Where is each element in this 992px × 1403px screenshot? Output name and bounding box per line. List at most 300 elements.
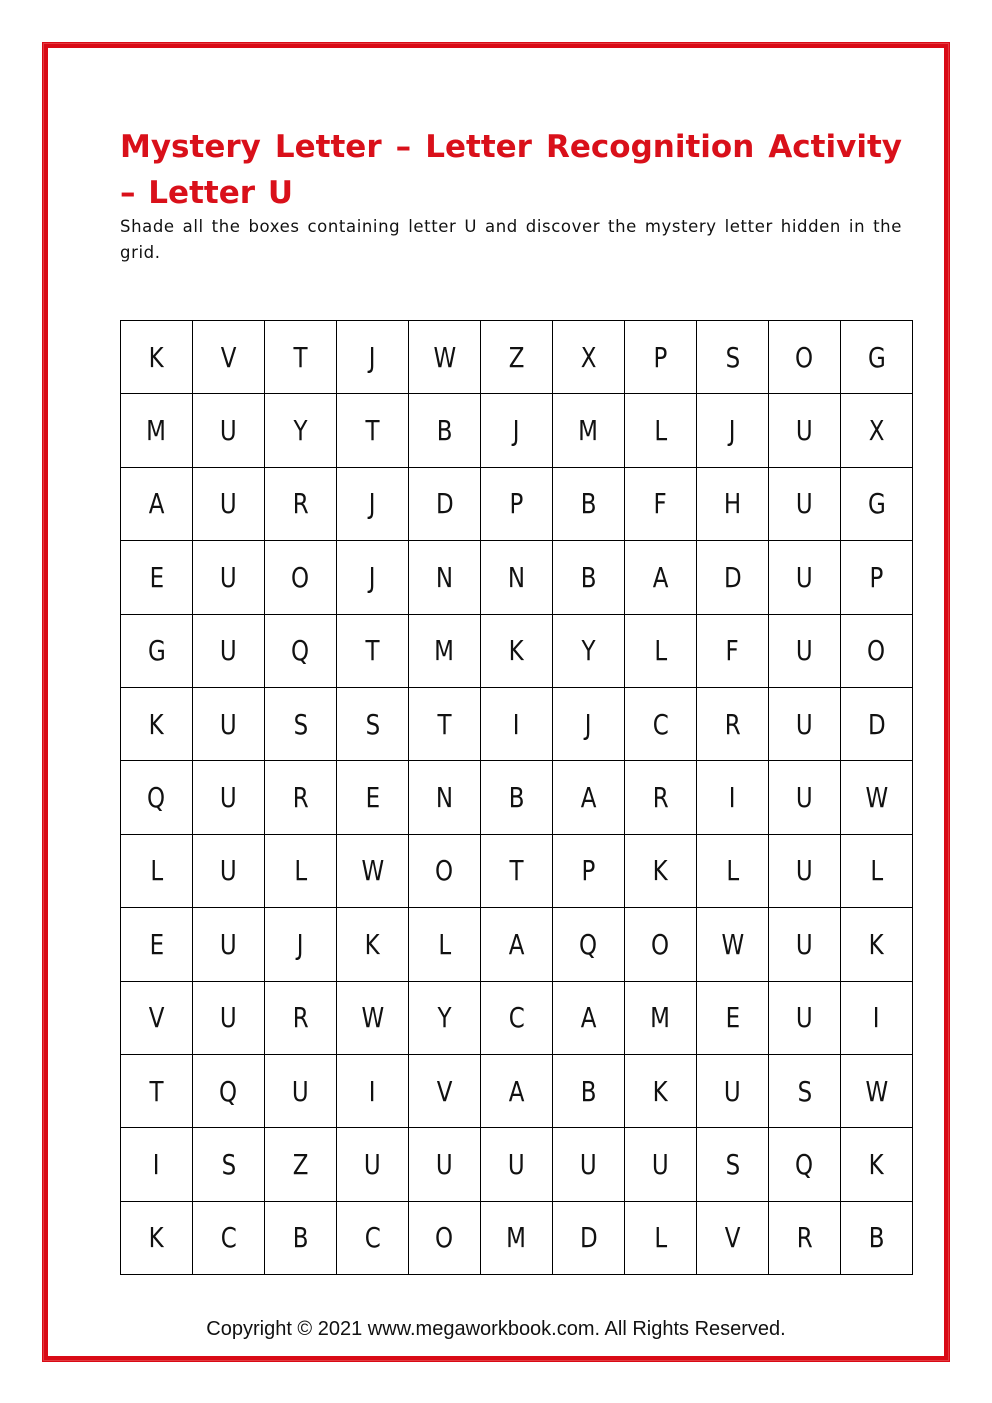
grid-cell-letter: M <box>578 414 599 448</box>
grid-row <box>121 981 913 1054</box>
grid-cell-letter: L <box>654 634 667 668</box>
grid-cell-letter: W <box>361 1001 384 1035</box>
grid-cell-letter: S <box>293 707 308 741</box>
grid-cell-letter: O <box>435 854 454 888</box>
grid-cell[interactable] <box>193 687 265 760</box>
grid-cell[interactable] <box>553 834 625 907</box>
grid-cell-letter: U <box>796 707 813 741</box>
grid-cell[interactable] <box>481 467 553 540</box>
worksheet-title: Mystery Letter – Letter Recognition Activity – Letter U <box>120 129 902 211</box>
grid-cell[interactable] <box>841 981 913 1054</box>
grid-cell[interactable] <box>841 1128 913 1201</box>
grid-cell-letter: U <box>796 560 813 594</box>
grid-cell-letter: D <box>867 707 886 741</box>
grid-cell[interactable] <box>769 834 841 907</box>
grid-cell[interactable] <box>337 1054 409 1127</box>
grid-cell-letter: A <box>580 1001 597 1035</box>
grid-cell[interactable] <box>481 541 553 614</box>
grid-cell[interactable] <box>625 1054 697 1127</box>
grid-cell-letter: F <box>653 487 668 521</box>
grid-cell-letter: B <box>436 414 453 448</box>
grid-cell[interactable] <box>697 834 769 907</box>
grid-cell[interactable] <box>121 1201 193 1274</box>
grid-cell[interactable] <box>193 467 265 540</box>
grid-cell[interactable] <box>193 394 265 467</box>
grid-row <box>121 761 913 834</box>
grid-cell-letter: U <box>220 927 237 961</box>
grid-cell-letter: C <box>652 707 669 741</box>
grid-cell-letter: N <box>435 781 454 815</box>
grid-cell-letter: C <box>220 1221 237 1255</box>
grid-cell[interactable] <box>553 908 625 981</box>
grid-cell-letter: J <box>513 414 520 448</box>
grid-cell[interactable] <box>193 981 265 1054</box>
grid-cell-letter: U <box>580 1147 597 1181</box>
grid-cell-letter: D <box>579 1221 598 1255</box>
grid-cell[interactable] <box>409 614 481 687</box>
grid-cell-letter: Y <box>581 634 596 668</box>
grid-cell[interactable] <box>121 467 193 540</box>
grid-row <box>121 1128 913 1201</box>
grid-cell-letter: K <box>652 854 669 888</box>
grid-cell-letter: R <box>724 707 741 741</box>
grid-cell-letter: Y <box>293 414 308 448</box>
grid-cell-letter: S <box>725 340 740 374</box>
grid-cell-letter: G <box>867 487 886 521</box>
grid-cell-letter: O <box>435 1221 454 1255</box>
grid-cell-letter: O <box>795 340 814 374</box>
grid-cell[interactable] <box>337 467 409 540</box>
grid-cell[interactable] <box>265 541 337 614</box>
grid-cell[interactable] <box>481 614 553 687</box>
grid-cell-letter: S <box>365 707 380 741</box>
grid-row <box>121 834 913 907</box>
grid-cell-letter: A <box>580 781 597 815</box>
grid-cell-letter: U <box>220 487 237 521</box>
grid-cell-letter: G <box>147 634 166 668</box>
grid-cell-letter: D <box>723 560 742 594</box>
grid-cell-letter: S <box>725 1147 740 1181</box>
grid-cell[interactable] <box>841 467 913 540</box>
grid-cell[interactable] <box>193 1128 265 1201</box>
grid-cell-letter: M <box>434 634 455 668</box>
grid-cell[interactable] <box>769 761 841 834</box>
grid-cell-letter: O <box>651 927 670 961</box>
grid-cell[interactable] <box>337 321 409 394</box>
grid-cell[interactable] <box>553 981 625 1054</box>
grid-cell-letter: U <box>220 854 237 888</box>
grid-cell-letter: P <box>869 560 884 594</box>
grid-cell[interactable] <box>769 1201 841 1274</box>
grid-cell[interactable] <box>337 834 409 907</box>
grid-cell-letter: L <box>726 854 739 888</box>
grid-cell[interactable] <box>265 1128 337 1201</box>
grid-cell-letter: O <box>867 634 886 668</box>
grid-cell-letter: U <box>796 781 813 815</box>
grid-cell[interactable] <box>337 908 409 981</box>
grid-cell-letter: M <box>146 414 167 448</box>
letter-grid <box>120 320 913 1275</box>
grid-cell[interactable] <box>193 541 265 614</box>
grid-cell-letter: B <box>868 1221 885 1255</box>
grid-cell[interactable] <box>481 1128 553 1201</box>
grid-cell-letter: L <box>654 414 667 448</box>
grid-cell[interactable] <box>697 1201 769 1274</box>
grid-cell-letter: T <box>365 634 380 668</box>
grid-cell[interactable] <box>553 1128 625 1201</box>
grid-cell-letter: I <box>873 1001 880 1035</box>
grid-cell[interactable] <box>841 1201 913 1274</box>
worksheet-instructions: Shade all the boxes containing letter U and discover the mystery letter hidden in the grid. <box>120 217 902 262</box>
grid-cell[interactable] <box>769 467 841 540</box>
grid-cell[interactable] <box>481 687 553 760</box>
grid-cell-letter: R <box>652 781 669 815</box>
grid-cell[interactable] <box>409 687 481 760</box>
grid-cell-letter: A <box>148 487 165 521</box>
grid-row <box>121 1054 913 1127</box>
grid-cell[interactable] <box>409 394 481 467</box>
grid-cell-letter: R <box>292 781 309 815</box>
grid-cell[interactable] <box>697 541 769 614</box>
grid-cell[interactable] <box>553 541 625 614</box>
grid-cell[interactable] <box>337 394 409 467</box>
grid-cell-letter: U <box>220 414 237 448</box>
grid-cell[interactable] <box>697 981 769 1054</box>
grid-cell-letter: V <box>220 340 237 374</box>
grid-cell-letter: H <box>723 487 742 521</box>
grid-cell-letter: I <box>153 1147 160 1181</box>
grid-cell-letter: W <box>865 1074 888 1108</box>
grid-cell[interactable] <box>481 761 553 834</box>
grid-cell[interactable] <box>121 687 193 760</box>
grid-cell[interactable] <box>697 1128 769 1201</box>
grid-cell[interactable] <box>193 761 265 834</box>
grid-cell-letter: F <box>725 634 740 668</box>
grid-cell-letter: B <box>292 1221 309 1255</box>
grid-cell-letter: A <box>652 560 669 594</box>
grid-cell[interactable] <box>841 687 913 760</box>
grid-cell-letter: O <box>291 560 310 594</box>
grid-cell[interactable] <box>625 1201 697 1274</box>
grid-cell[interactable] <box>625 541 697 614</box>
grid-cell[interactable] <box>841 541 913 614</box>
grid-cell-letter: R <box>292 1001 309 1035</box>
grid-cell[interactable] <box>337 614 409 687</box>
grid-cell-letter: K <box>868 927 885 961</box>
grid-cell[interactable] <box>697 614 769 687</box>
grid-cell-letter: B <box>580 560 597 594</box>
grid-cell-letter: D <box>435 487 454 521</box>
grid-cell[interactable] <box>553 467 625 540</box>
grid-cell[interactable] <box>841 321 913 394</box>
grid-row <box>121 321 913 394</box>
grid-cell-letter: T <box>149 1074 164 1108</box>
grid-cell-letter: B <box>580 1074 597 1108</box>
grid-cell-letter: K <box>652 1074 669 1108</box>
grid-cell-letter: W <box>361 854 384 888</box>
grid-cell-letter: J <box>369 560 376 594</box>
grid-cell[interactable] <box>265 908 337 981</box>
grid-cell-letter: T <box>293 340 308 374</box>
grid-cell[interactable] <box>265 687 337 760</box>
grid-cell[interactable] <box>265 981 337 1054</box>
grid-cell-letter: K <box>148 1221 165 1255</box>
grid-cell[interactable] <box>553 394 625 467</box>
grid-cell-letter: A <box>508 927 525 961</box>
grid-cell[interactable] <box>625 394 697 467</box>
grid-cell-letter: U <box>220 1001 237 1035</box>
grid-cell-letter: J <box>585 707 592 741</box>
grid-cell[interactable] <box>553 761 625 834</box>
grid-cell-letter: R <box>292 487 309 521</box>
grid-cell[interactable] <box>409 761 481 834</box>
grid-cell[interactable] <box>553 321 625 394</box>
grid-cell-letter: Z <box>508 340 525 374</box>
grid-cell-letter: Z <box>292 1147 309 1181</box>
grid-cell-letter: L <box>438 927 451 961</box>
grid-cell-letter: Q <box>147 781 166 815</box>
grid-cell-letter: J <box>297 927 304 961</box>
grid-cell[interactable] <box>193 834 265 907</box>
grid-cell[interactable] <box>121 614 193 687</box>
grid-cell[interactable] <box>625 1128 697 1201</box>
grid-cell-letter: I <box>729 781 736 815</box>
grid-cell-letter: Q <box>219 1074 238 1108</box>
grid-cell-letter: X <box>580 340 597 374</box>
grid-cell[interactable] <box>409 908 481 981</box>
grid-cell-letter: T <box>509 854 524 888</box>
grid-cell[interactable] <box>265 1201 337 1274</box>
grid-cell[interactable] <box>697 1054 769 1127</box>
grid-cell[interactable] <box>697 321 769 394</box>
grid-cell[interactable] <box>121 321 193 394</box>
grid-cell[interactable] <box>121 981 193 1054</box>
grid-cell[interactable] <box>121 541 193 614</box>
grid-cell[interactable] <box>265 321 337 394</box>
grid-cell-letter: K <box>868 1147 885 1181</box>
grid-cell-letter: U <box>220 634 237 668</box>
grid-cell[interactable] <box>481 834 553 907</box>
grid-row <box>121 467 913 540</box>
grid-cell[interactable] <box>769 541 841 614</box>
grid-cell-letter: U <box>724 1074 741 1108</box>
grid-cell-letter: R <box>796 1221 813 1255</box>
grid-cell-letter: U <box>220 781 237 815</box>
grid-cell-letter: V <box>436 1074 453 1108</box>
grid-cell-letter: U <box>364 1147 381 1181</box>
grid-cell-letter: S <box>221 1147 236 1181</box>
grid-cell[interactable] <box>769 981 841 1054</box>
grid-cell-letter: U <box>796 634 813 668</box>
grid-cell[interactable] <box>337 1128 409 1201</box>
grid-cell-letter: J <box>369 487 376 521</box>
grid-cell-letter: K <box>364 927 381 961</box>
grid-cell[interactable] <box>841 834 913 907</box>
grid-cell[interactable] <box>481 1054 553 1127</box>
grid-cell-letter: G <box>867 340 886 374</box>
grid-cell[interactable] <box>625 321 697 394</box>
grid-cell[interactable] <box>481 394 553 467</box>
grid-cell[interactable] <box>481 1201 553 1274</box>
grid-cell[interactable] <box>769 321 841 394</box>
grid-cell[interactable] <box>625 761 697 834</box>
grid-cell[interactable] <box>625 467 697 540</box>
grid-cell[interactable] <box>697 761 769 834</box>
grid-cell[interactable] <box>337 761 409 834</box>
grid-cell[interactable] <box>697 394 769 467</box>
grid-cell[interactable] <box>121 1128 193 1201</box>
grid-cell[interactable] <box>193 614 265 687</box>
grid-cell[interactable] <box>769 687 841 760</box>
grid-cell-letter: L <box>870 854 883 888</box>
grid-cell[interactable] <box>409 467 481 540</box>
grid-cell[interactable] <box>625 834 697 907</box>
grid-cell-letter: E <box>149 927 164 961</box>
grid-cell[interactable] <box>409 321 481 394</box>
grid-cell-letter: P <box>653 340 668 374</box>
grid-cell-letter: V <box>724 1221 741 1255</box>
grid-cell[interactable] <box>193 908 265 981</box>
grid-cell[interactable] <box>121 1054 193 1127</box>
grid-cell[interactable] <box>697 908 769 981</box>
grid-cell[interactable] <box>121 834 193 907</box>
grid-cell-letter: K <box>148 340 165 374</box>
grid-row <box>121 687 913 760</box>
grid-cell-letter: P <box>581 854 596 888</box>
grid-cell-letter: J <box>729 414 736 448</box>
grid-cell[interactable] <box>121 394 193 467</box>
grid-cell-letter: W <box>865 781 888 815</box>
grid-cell-letter: U <box>292 1074 309 1108</box>
grid-cell-letter: K <box>508 634 525 668</box>
grid-cell[interactable] <box>265 761 337 834</box>
grid-cell-letter: C <box>364 1221 381 1255</box>
grid-cell[interactable] <box>481 908 553 981</box>
grid-cell[interactable] <box>625 687 697 760</box>
grid-cell-letter: A <box>508 1074 525 1108</box>
grid-cell[interactable] <box>697 687 769 760</box>
grid-cell[interactable] <box>193 1201 265 1274</box>
grid-cell[interactable] <box>841 908 913 981</box>
grid-cell[interactable] <box>265 834 337 907</box>
grid-cell[interactable] <box>409 1128 481 1201</box>
grid-cell-letter: U <box>796 854 813 888</box>
grid-cell-letter: L <box>294 854 307 888</box>
grid-cell-letter: I <box>513 707 520 741</box>
grid-cell[interactable] <box>265 394 337 467</box>
grid-cell[interactable] <box>697 467 769 540</box>
grid-cell-letter: U <box>796 487 813 521</box>
grid-cell[interactable] <box>841 761 913 834</box>
grid-cell-letter: U <box>508 1147 525 1181</box>
grid-cell[interactable] <box>337 981 409 1054</box>
grid-cell-letter: I <box>369 1074 376 1108</box>
grid-cell[interactable] <box>265 1054 337 1127</box>
grid-cell[interactable] <box>265 614 337 687</box>
grid-cell[interactable] <box>625 981 697 1054</box>
grid-cell-letter: U <box>652 1147 669 1181</box>
grid-cell[interactable] <box>481 321 553 394</box>
grid-cell-letter: Y <box>437 1001 452 1035</box>
grid-cell-letter: Q <box>795 1147 814 1181</box>
grid-cell[interactable] <box>769 1054 841 1127</box>
grid-cell[interactable] <box>337 541 409 614</box>
grid-cell[interactable] <box>625 614 697 687</box>
grid-cell-letter: U <box>220 707 237 741</box>
grid-cell-letter: U <box>436 1147 453 1181</box>
grid-cell[interactable] <box>553 1201 625 1274</box>
grid-cell-letter: S <box>797 1074 812 1108</box>
grid-cell[interactable] <box>841 1054 913 1127</box>
grid-cell[interactable] <box>121 761 193 834</box>
grid-cell-letter: E <box>149 560 164 594</box>
grid-cell-letter: Q <box>291 634 310 668</box>
grid-cell-letter: W <box>721 927 744 961</box>
grid-row <box>121 1201 913 1274</box>
grid-cell-letter: J <box>369 340 376 374</box>
grid-cell-letter: M <box>650 1001 671 1035</box>
grid-cell[interactable] <box>553 614 625 687</box>
grid-cell-letter: U <box>796 927 813 961</box>
grid-cell-letter: U <box>220 560 237 594</box>
grid-cell-letter: U <box>796 414 813 448</box>
grid-cell-letter: K <box>148 707 165 741</box>
grid-cell[interactable] <box>121 908 193 981</box>
grid-cell[interactable] <box>769 1128 841 1201</box>
grid-cell-letter: T <box>437 707 452 741</box>
grid-cell[interactable] <box>265 467 337 540</box>
grid-cell[interactable] <box>769 394 841 467</box>
grid-cell-letter: L <box>654 1221 667 1255</box>
grid-cell-letter: U <box>796 1001 813 1035</box>
grid-cell[interactable] <box>625 908 697 981</box>
grid-cell-letter: N <box>507 560 526 594</box>
grid-cell[interactable] <box>409 1201 481 1274</box>
grid-cell[interactable] <box>769 614 841 687</box>
grid-row <box>121 541 913 614</box>
grid-cell-letter: B <box>508 781 525 815</box>
grid-cell-letter: T <box>365 414 380 448</box>
grid-cell[interactable] <box>481 981 553 1054</box>
grid-cell[interactable] <box>553 687 625 760</box>
grid-cell-letter: V <box>148 1001 165 1035</box>
grid-cell-letter: W <box>433 340 456 374</box>
grid-cell-letter: C <box>508 1001 525 1035</box>
grid-cell-letter: E <box>725 1001 740 1035</box>
copyright-footer: Copyright © 2021 www.megaworkbook.com. All Rights Reserved. <box>206 1318 786 1340</box>
grid-row <box>121 394 913 467</box>
grid-cell[interactable] <box>409 541 481 614</box>
grid-row <box>121 614 913 687</box>
grid-cell[interactable] <box>337 1201 409 1274</box>
grid-cell-letter: E <box>365 781 380 815</box>
grid-cell[interactable] <box>841 394 913 467</box>
grid-cell[interactable] <box>193 1054 265 1127</box>
grid-cell[interactable] <box>409 834 481 907</box>
grid-cell-letter: X <box>868 414 885 448</box>
grid-cell[interactable] <box>193 321 265 394</box>
grid-cell[interactable] <box>337 687 409 760</box>
grid-cell-letter: L <box>150 854 163 888</box>
grid-cell-letter: M <box>506 1221 527 1255</box>
grid-cell[interactable] <box>553 1054 625 1127</box>
grid-cell-letter: B <box>580 487 597 521</box>
grid-cell[interactable] <box>841 614 913 687</box>
grid-cell[interactable] <box>409 1054 481 1127</box>
grid-cell[interactable] <box>409 981 481 1054</box>
grid-cell-letter: Q <box>579 927 598 961</box>
grid-cell[interactable] <box>769 908 841 981</box>
